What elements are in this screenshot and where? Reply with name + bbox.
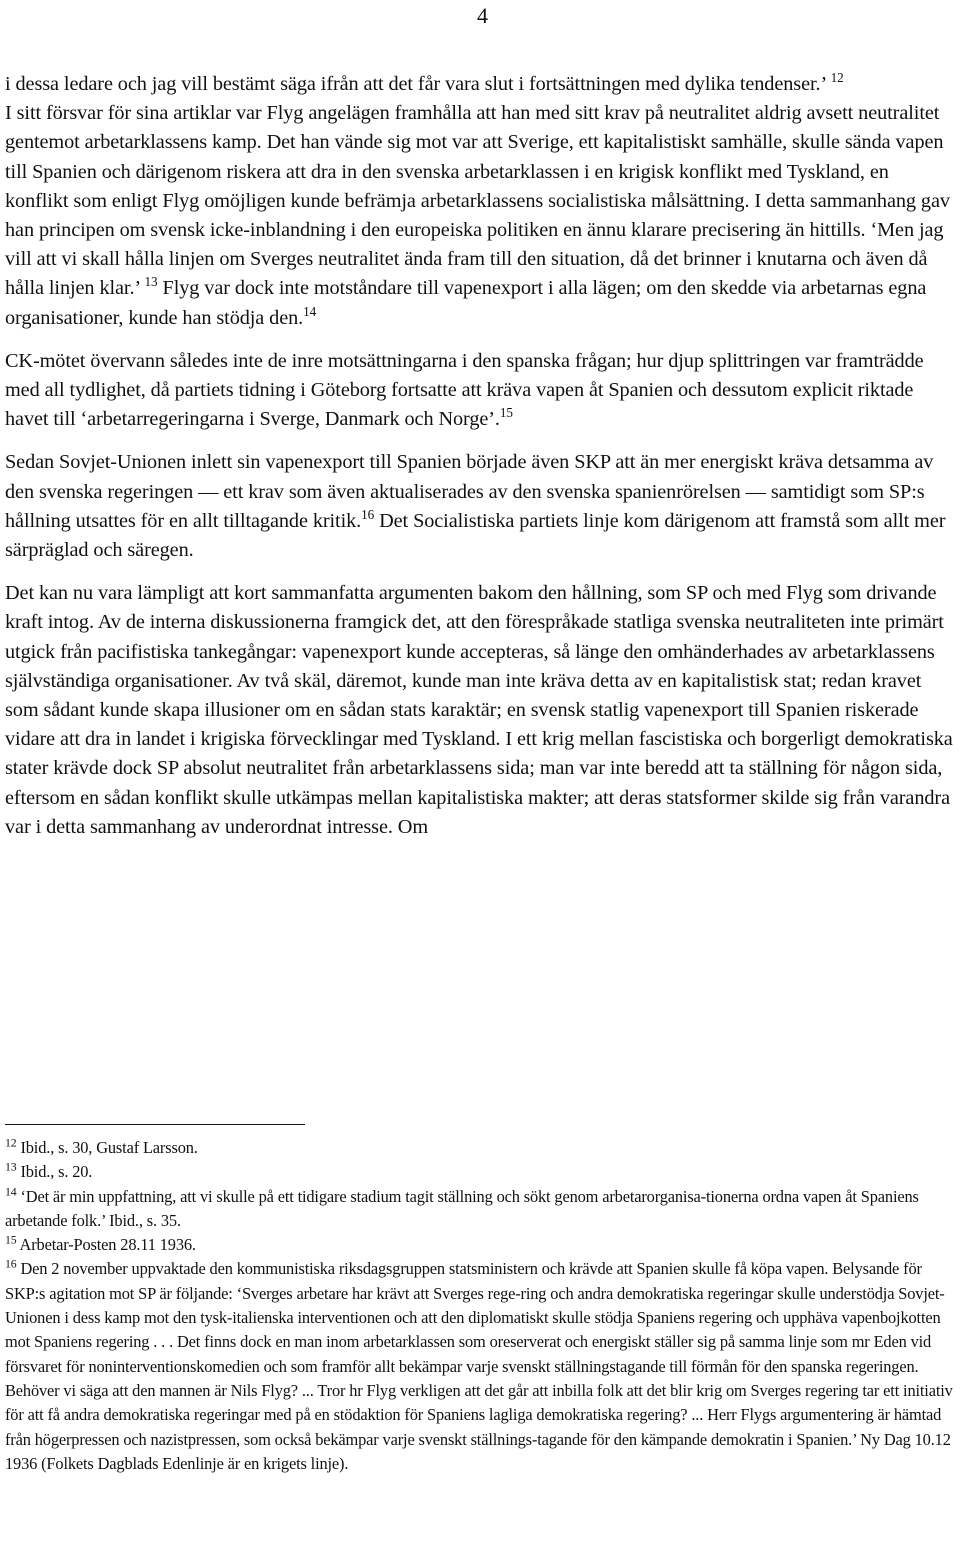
footnote <box>5 1257 955 1476</box>
footnote-text: Ibid., s. 30, Gustaf Larsson. <box>16 1138 198 1157</box>
footnote-marker: 15 <box>499 405 513 421</box>
paragraph-text: Det Socialistiska partiets linje kom därigenom att framstå som allt mer särpräglad och säregen. <box>5 509 946 562</box>
page-number: 4 <box>477 3 488 28</box>
footnote-marker: 12 <box>830 70 844 86</box>
footnote <box>5 1160 955 1184</box>
footnote-text: ‘Det är min uppfattning, att vi skulle på ett tidigare stadium tagit ställning och sökt genom arbetarorganisa-tionerna ordna vapen åt Spaniens arbetande folk.’ Ibid., s. 35. <box>5 1186 919 1230</box>
paragraph <box>5 99 955 333</box>
body-text <box>5 70 955 856</box>
footnote-number: 16 <box>5 1257 17 1272</box>
footnote-number: 15 <box>5 1232 17 1247</box>
footnote-text: Arbetar-Posten 28.11 1936. <box>16 1235 196 1255</box>
paragraph-text: CK-mötet övervann således inte de inre motsättningarna i den spanska frågan; hur djup splittringen var framträdde med all tydlighet, då partiets tidning i Göteborg fortsatte att kräva vapen åt Spanien och dessutom explicit riktade havet till ‘arbetarregeringarna i Sverge, Danmark och Norge’. <box>5 349 924 431</box>
footnote-text: Ibid., s. 20. <box>16 1162 93 1182</box>
paragraph-text: Sedan Sovjet-Unionen inlett sin vapenexport till Spanien började även SKP att än mer energiskt kräva detsamma av den svenska regeringen — ett krav som även aktualiserades av den svenska spanienrörelsen — samtidigt som SP:s hållning utsattes för en allt tilltagande kritik. <box>5 451 934 532</box>
footnote-marker: 16 <box>361 507 375 523</box>
footnotes <box>5 1136 955 1476</box>
paragraph <box>5 70 955 99</box>
paragraph-text: i dessa ledare och jag vill bestämt säga ifrån att det får vara slut i fortsättningen med dylika tendenser.’ <box>5 73 831 95</box>
paragraph <box>5 347 955 435</box>
paragraph-text: Flyg var dock inte motståndare till vapenexport i alla lägen; om den skedde via arbetarnas egna organisationer, kunde han stödja den. <box>5 277 927 329</box>
footnote-number: 12 <box>5 1135 17 1150</box>
paragraph <box>5 579 955 842</box>
footnote-marker: 14 <box>303 303 317 319</box>
paragraph-text: I sitt försvar för sina artiklar var Flyg angelägen framhålla att han med sitt krav på neutralitet aldrig avsett neutralitet gentemot arbetarklassens kamp. Det han vände sig mot var att Sverige, ett kapitalistiskt samhälle, skulle sända vapen till Spanien och därigenom riskera att dra in den svenska arbetarklassen i en krigisk konflikt med Tyskland, en konflikt som enligt Flyg omöjligen kunde befrämja arbetarklassens socialistiska målsättning. I detta sammanhang gav han principen om svensk icke-inblandning i den europeiska politiken en ännu klarare precisering än hittills. ‘Men jag vill att vi skall hålla linjen om Sverges neutralitet ända fram till den situation, då det brinner i knutarna och även då hålla linjen klar.’ <box>5 102 950 300</box>
paragraph <box>5 448 955 565</box>
footnote-separator <box>5 1124 305 1125</box>
footnote <box>5 1233 955 1257</box>
footnote-text: Den 2 november uppvaktade den kommunistiska riksdagsgruppen statsministern och krävde att Spanien skulle få köpa vapen. Belysande för SKP:s agitation mot SP är följande: ‘Sverges arbetare har krävt att Sverges rege-ring och andra demokratiska regeringar skulle understödja Sovjet-Unionen i dess kamp mot den tysk-italienska interventionen och att den diplomatiskt skulle stödja Spaniens regering och upphäva vapenbojkotten mot Spaniens regering . . . Det finns dock en man inom arbetarklassen som oreserverat och energiskt ställer sig på samma linje som mr Eden vid försvaret för noninterventionskomedien och som framför allt bekämpar varje svenskt ställningstagande till förmån för den spanska regeringen. Behöver vi säga att den mannen är Nils Flyg? ... Tror hr Flyg verkligen att det går att inbilla folk att det blir krig om Sverges regering tar ett initiativ för att få andra demokratiska regeringar med på en stödaktion för Spaniens lagliga demokratiska regering? ... Herr Flygs argumentering är hämtad från högerpressen och nazistpressen, som också bekämpar varje svenskt ställnings-tagande för den kämpande demokratin i Spanien.’ Ny Dag 10.12 1936 (Folkets Dagblads Edenlinje är en krigets linje). <box>5 1259 953 1473</box>
footnote-number: 13 <box>5 1159 17 1174</box>
footnote-number: 14 <box>5 1184 17 1199</box>
footnote-marker: 13 <box>144 274 158 290</box>
paragraph-text: Det kan nu vara lämpligt att kort sammanfatta argumenten bakom den hållning, som SP och med Flyg som drivande kraft intog. Av de interna diskussionerna framgick det, att den förespråkade statliga svenska neutraliteten inte primärt utgick från pacifistiska tankegångar: vapenexport kunde accepteras, så länge den omhänderhades av arbetarklassens självständiga organisationer. Av två skäl, däremot, kunde man inte kräva detta av en kapitalistisk stat; redan kravet som sådant kunde skapa illusioner om en sådan stats karaktär; en svensk statlig vapenexport till Spanien riskerade vidare att dra in landet i krigiska förvecklingar med Tyskland. I ett krig mellan fascistiska och borgerligt demokratiska stater krävde dock SP absolut neutralitet från arbetarklassens sida; man var inte beredd att ta ställning för någon sida, eftersom en sådan konflikt skulle utkämpas mellan kapitalistiska makter; att deras statsformer skilde sig från varandra var i detta sammanhang av underordnat intresse. Om <box>5 582 953 838</box>
footnote <box>5 1136 955 1160</box>
footnote <box>5 1185 955 1234</box>
